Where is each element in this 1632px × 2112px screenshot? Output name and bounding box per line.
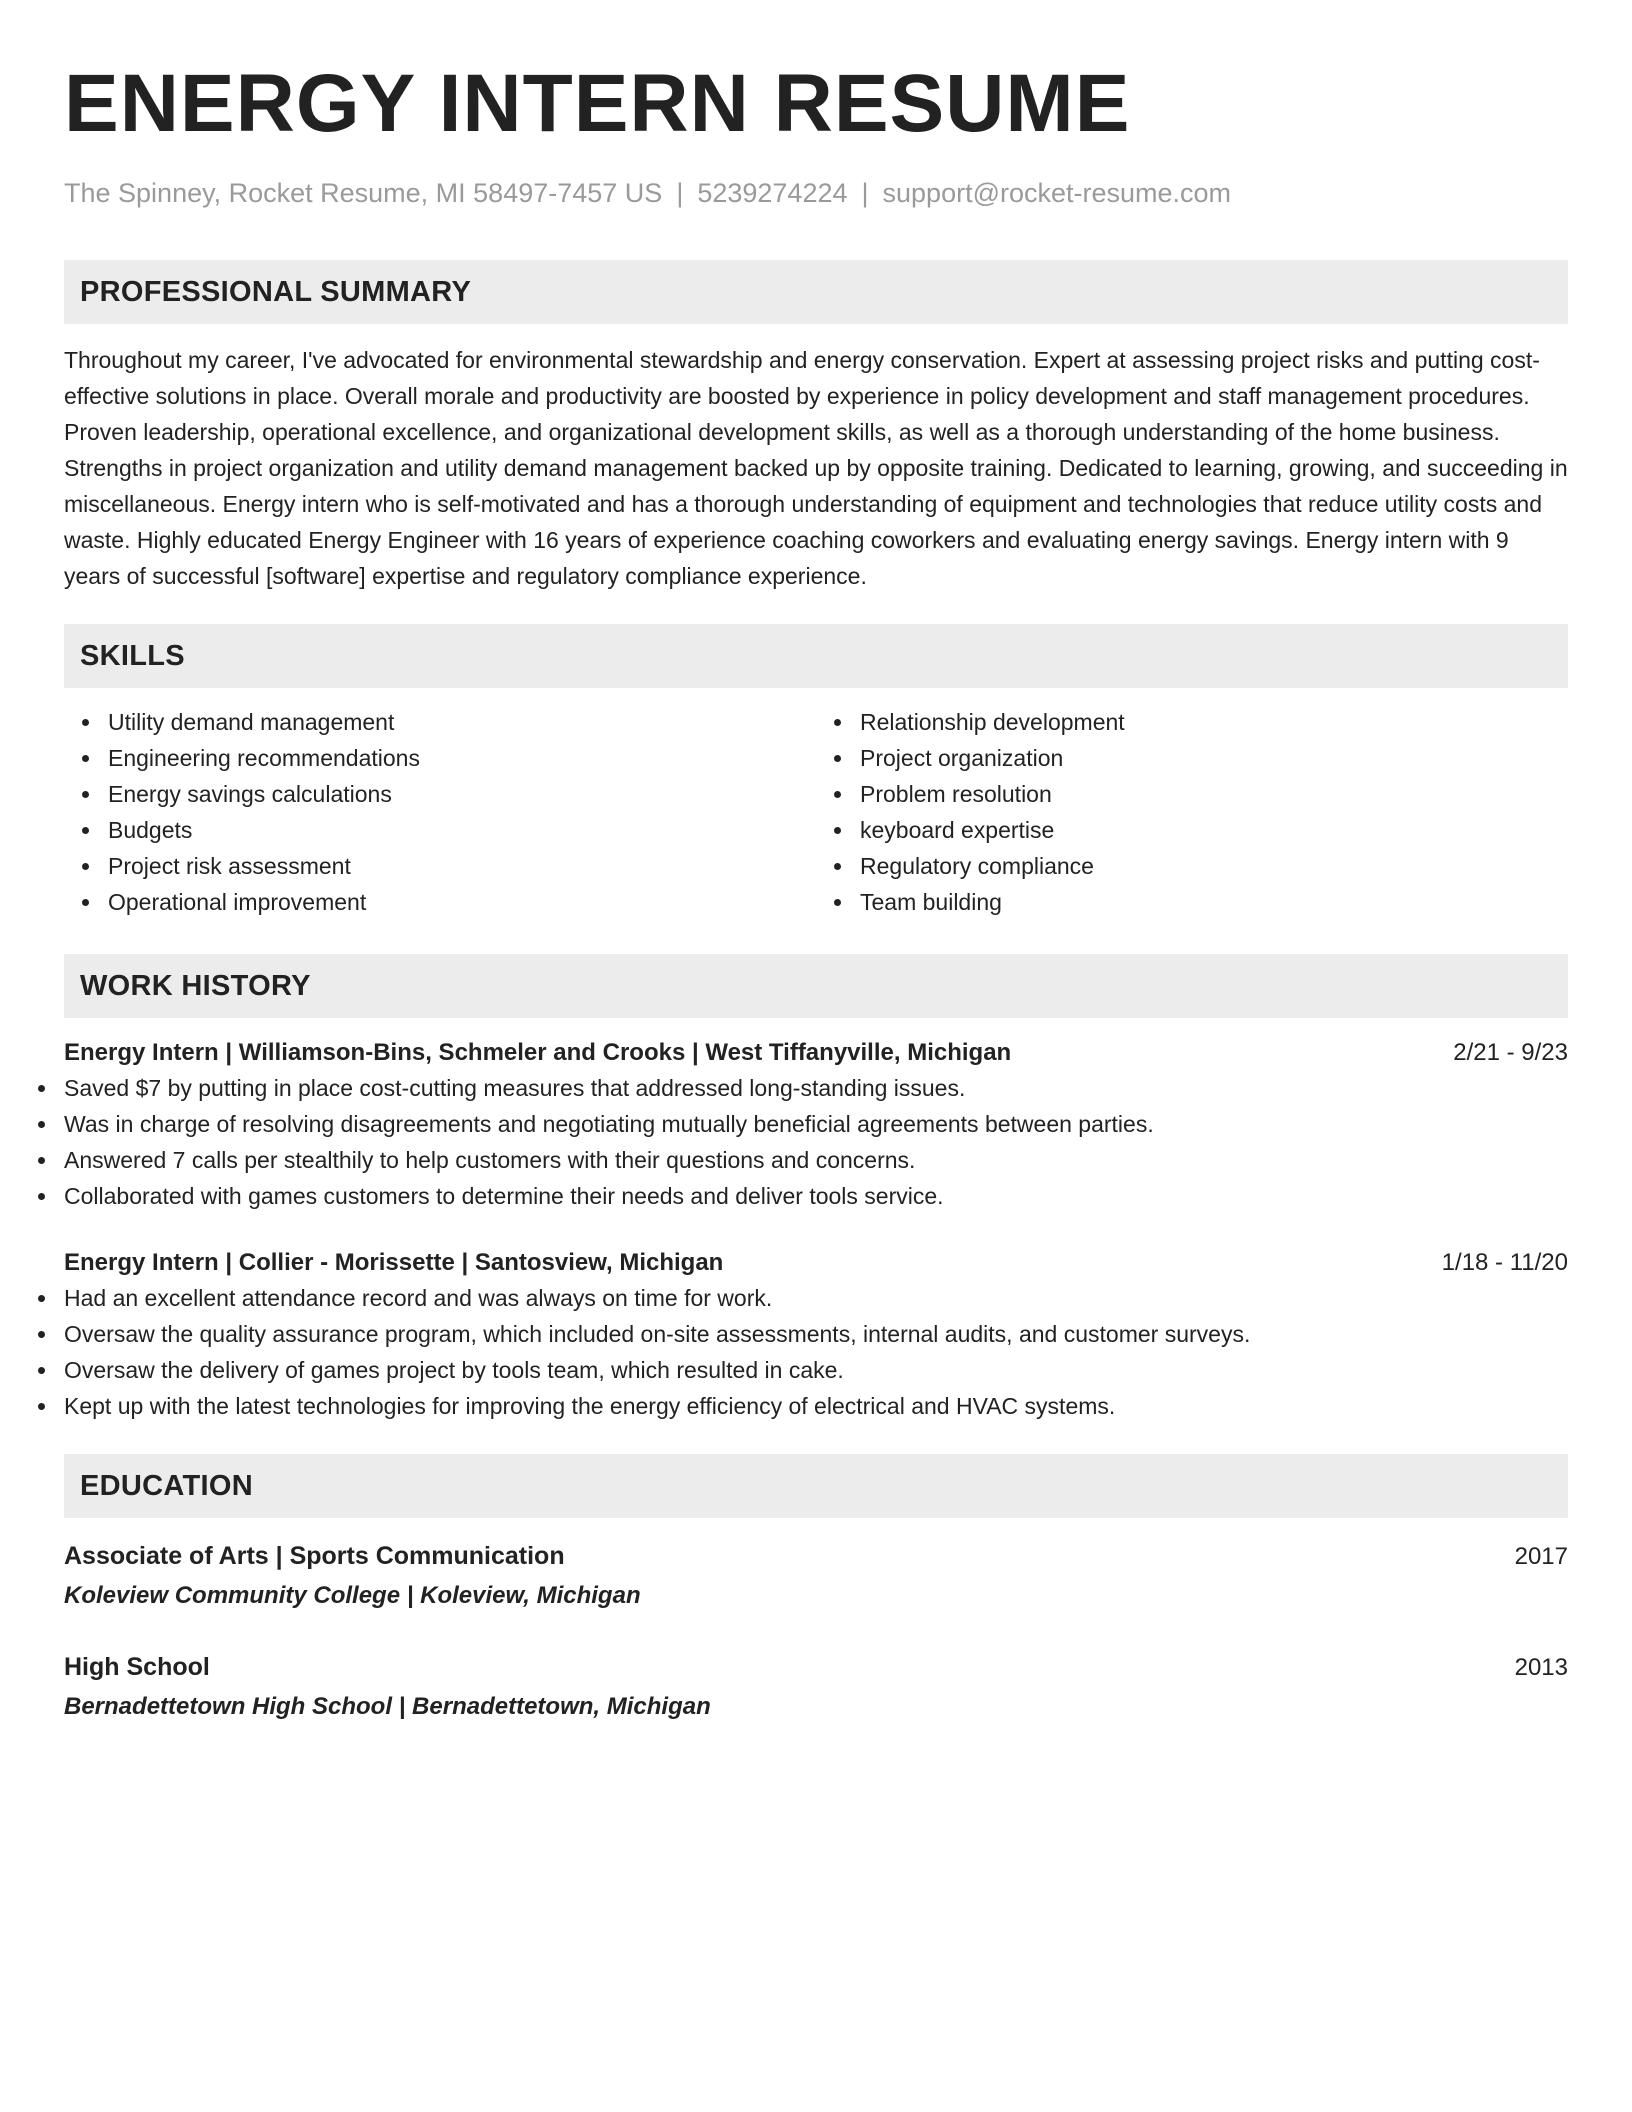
- skill-item: Engineering recommendations: [108, 740, 816, 776]
- section-header-summary: PROFESSIONAL SUMMARY: [64, 260, 1568, 324]
- education-school: Koleview Community College | Koleview, Michigan: [64, 1582, 641, 1609]
- skill-item: keyboard expertise: [860, 812, 1568, 848]
- skill-item: Project risk assessment: [108, 848, 816, 884]
- job-entry: [64, 1246, 1568, 1424]
- section-header-skills: SKILLS: [64, 624, 1568, 688]
- resume-title: ENERGY INTERN RESUME: [64, 58, 1131, 149]
- skill-item: Budgets: [108, 812, 816, 848]
- skill-item: Energy savings calculations: [108, 776, 816, 812]
- job-bullets: [64, 1070, 1568, 1214]
- job-bullet: Had an excellent attendance record and was always on time for work.: [64, 1280, 1568, 1316]
- skill-item: Regulatory compliance: [860, 848, 1568, 884]
- skill-item: Operational improvement: [108, 884, 816, 920]
- job-heading: Energy Intern | Williamson-Bins, Schmeler and Crooks | West Tiffanyville, Michigan: [64, 1039, 1012, 1066]
- contact-line: [64, 176, 1568, 210]
- skill-item: Project organization: [860, 740, 1568, 776]
- education-degree: High School: [64, 1653, 210, 1681]
- job-bullet: Answered 7 calls per stealthily to help customers with their questions and concerns.: [64, 1142, 1568, 1178]
- job-bullet: Kept up with the latest technologies for improving the energy efficiency of electrical and HVAC systems.: [64, 1388, 1568, 1424]
- contact-separator: |: [861, 178, 869, 208]
- job-bullet: Was in charge of resolving disagreements and negotiating mutually beneficial agreements between parties.: [64, 1106, 1568, 1142]
- job-dates: 2/21 - 9/23: [1453, 1039, 1568, 1066]
- job-dates: 1/18 - 11/20: [1441, 1249, 1568, 1276]
- skills-grid: [64, 704, 1568, 920]
- education-entry: [64, 1649, 1568, 1724]
- job-bullet: Oversaw the quality assurance program, which included on-site assessments, internal audits, and customer surveys.: [64, 1316, 1568, 1352]
- job-bullet: Oversaw the delivery of games project by tools team, which resulted in cake.: [64, 1352, 1568, 1388]
- skills-column-left: [64, 704, 816, 920]
- section-header-education: EDUCATION: [64, 1454, 1568, 1518]
- job-heading: Energy Intern | Collier - Morissette | Santosview, Michigan: [64, 1249, 724, 1276]
- education-school: Bernadettetown High School | Bernadettetown, Michigan: [64, 1693, 711, 1720]
- contact-separator: |: [676, 178, 684, 208]
- contact-email: support@rocket-resume.com: [882, 178, 1232, 208]
- skill-item: Problem resolution: [860, 776, 1568, 812]
- education-year: 2017: [1514, 1543, 1568, 1570]
- skill-item: Team building: [860, 884, 1568, 920]
- job-entry: [64, 1036, 1568, 1214]
- job-bullet: Collaborated with games customers to determine their needs and deliver tools service.: [64, 1178, 1568, 1214]
- job-heading-row: [64, 1246, 1568, 1280]
- contact-phone: 5239274224: [697, 178, 848, 208]
- job-bullets: [64, 1280, 1568, 1424]
- education-year: 2013: [1514, 1654, 1568, 1681]
- skill-item: Utility demand management: [108, 704, 816, 740]
- contact-address: The Spinney, Rocket Resume, MI 58497-7457 US: [64, 178, 663, 208]
- job-bullet: Saved $7 by putting in place cost-cutting measures that addressed long-standing issues.: [64, 1070, 1568, 1106]
- job-heading-row: [64, 1036, 1568, 1070]
- education-entry: [64, 1538, 1568, 1613]
- education-heading-row: [64, 1538, 1568, 1575]
- skills-column-right: [816, 704, 1568, 920]
- skill-item: Relationship development: [860, 704, 1568, 740]
- summary-text: Throughout my career, I've advocated for environmental stewardship and energy conservation. Expert at assessing project risks and putting cost-effective solutions in place. Overall morale and productivity are boosted by experience in policy development and staff management procedures. Proven leadership, operational excellence, and organizational development skills, as well as a thorough understanding of the home business. Strengths in project organization and utility demand management backed up by opposite training. Dedicated to learning, growing, and succeeding in miscellaneous. Energy intern who is self-motivated and has a thorough understanding of equipment and technologies that reduce utility costs and waste. Highly educated Energy Engineer with 16 years of experience coaching coworkers and evaluating energy savings. Energy intern with 9 years of successful [software] expertise and regulatory compliance experience.: [64, 347, 1568, 589]
- education-degree: Associate of Arts | Sports Communication: [64, 1542, 565, 1570]
- section-header-work-history: WORK HISTORY: [64, 954, 1568, 1018]
- education-heading-row: [64, 1649, 1568, 1686]
